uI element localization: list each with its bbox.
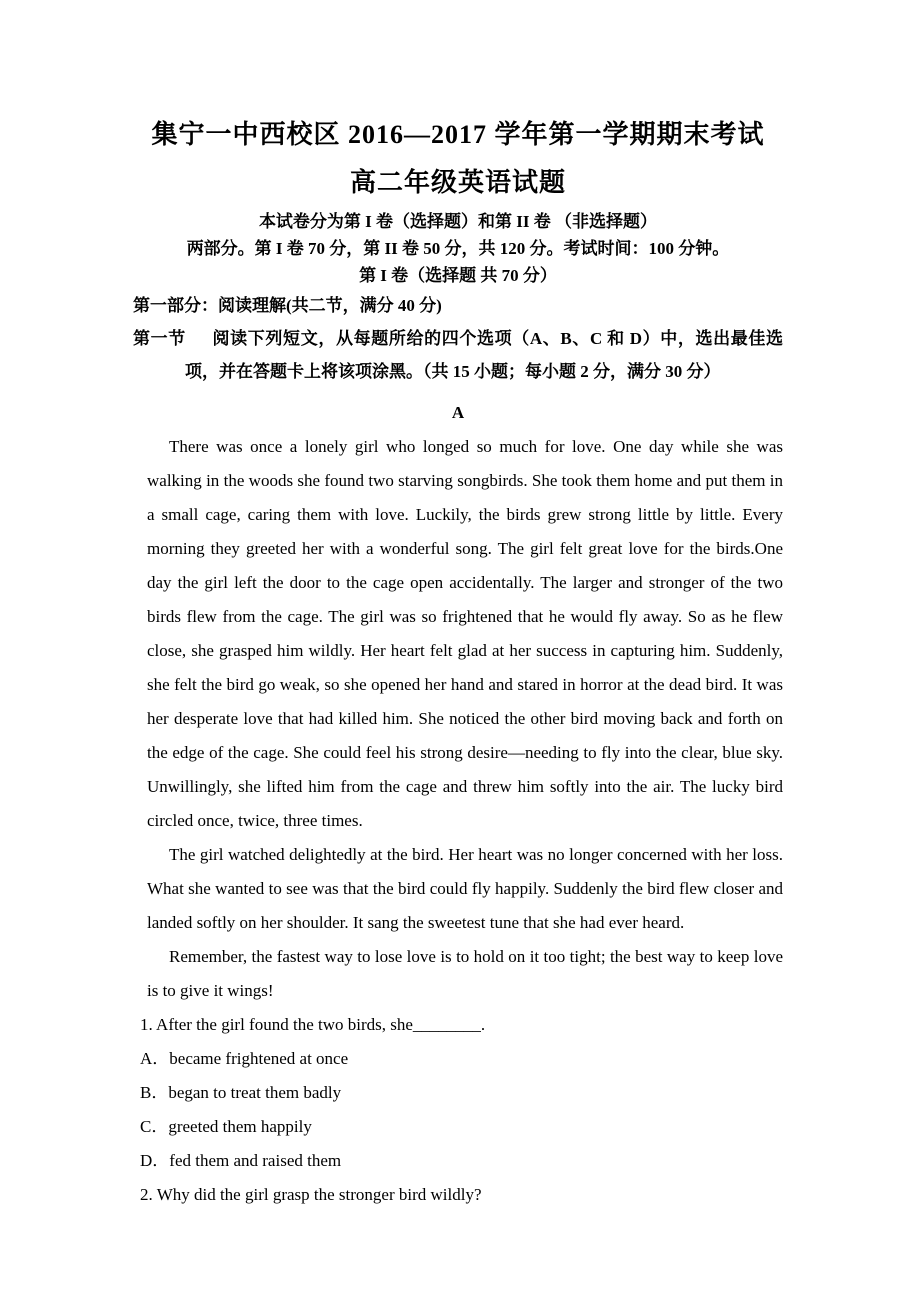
question-1-option-a: A．became frightened at once	[140, 1049, 349, 1068]
question-1-option-b: B．began to treat them badly	[140, 1083, 342, 1102]
exam-info-block	[133, 208, 783, 289]
section1-label: 第一节	[133, 329, 186, 348]
exam-title-line-2: 高二年级英语试题	[349, 168, 566, 197]
question-2: 2. Why did the girl grasp the stronger bird wildly?	[140, 1185, 482, 1204]
section1-instruction	[133, 322, 783, 388]
question-1-option-d: D．fed them and raised them	[140, 1151, 342, 1170]
passage-paragraph-1: There was once a lonely girl who longed so much for love. One day while she was walking in the woods she found two starving songbirds. She took them home and put them in a small cage, caring them with love. Luckily, the birds grew strong little by little. Every morning they greeted her with a wonderful song. The girl felt great love for the birds.One day the girl left the door to the cage open accidentally. The larger and stronger of the two birds flew from the cage. The girl was so frightened that he would fly away. So as he flew close, she grasped him wildly. Her heart felt glad at her success in capturing him. Suddenly, she felt the bird go weak, so she opened her hand and stared in horror at the dead bird. It was her desperate love that had killed him. She noticed the other bird moving back and forth on the edge of the cage. She could feel his strong desire—needing to fly into the clear, blue sky. Unwillingly, she lifted him from the cage and threw him softly into the air. The lucky bird circled once, twice, three times.	[147, 437, 783, 830]
passage-a-label: A	[451, 403, 465, 422]
question-1: 1. After the girl found the two birds, she________.	[140, 1015, 486, 1034]
exam-info-line-1: 本试卷分为第 I 卷（选择题）和第 II 卷 （非选择题）	[258, 212, 658, 231]
section1-instruction-text: 阅读下列短文，从每题所给的四个选项（A、B、C 和 D）中，选出最佳选项，并在答题卡上将该项涂黑。（共 15 小题；每小题 2 分，满分 30 分）	[185, 329, 784, 381]
question-1-option-c: C．greeted them happily	[140, 1117, 312, 1136]
part1-heading: 第一部分：阅读理解(共二节，满分 40 分)	[133, 296, 442, 315]
passage-paragraph-2: The girl watched delightedly at the bird. Her heart was no longer concerned with her loss. What she wanted to see was that the bird could fly happily. Suddenly the bird flew closer and landed softly on her shoulder. It sang the sweetest tune that she had ever heard.	[147, 845, 783, 932]
questions-block	[140, 1008, 783, 1212]
exam-info-line-2: 两部分。第 I 卷 70 分，第 II 卷 50 分，共 120 分。考试时间：100 分钟。	[186, 239, 730, 258]
exam-info-line-3: 第 I 卷（选择题 共 70 分）	[359, 266, 557, 285]
exam-title-line-1: 集宁一中西校区 2016—2017 学年第一学期期末考试	[151, 120, 765, 149]
passage-paragraph-3: Remember, the fastest way to lose love is to hold on it too tight; the best way to keep love is to give it wings!	[147, 947, 783, 1000]
